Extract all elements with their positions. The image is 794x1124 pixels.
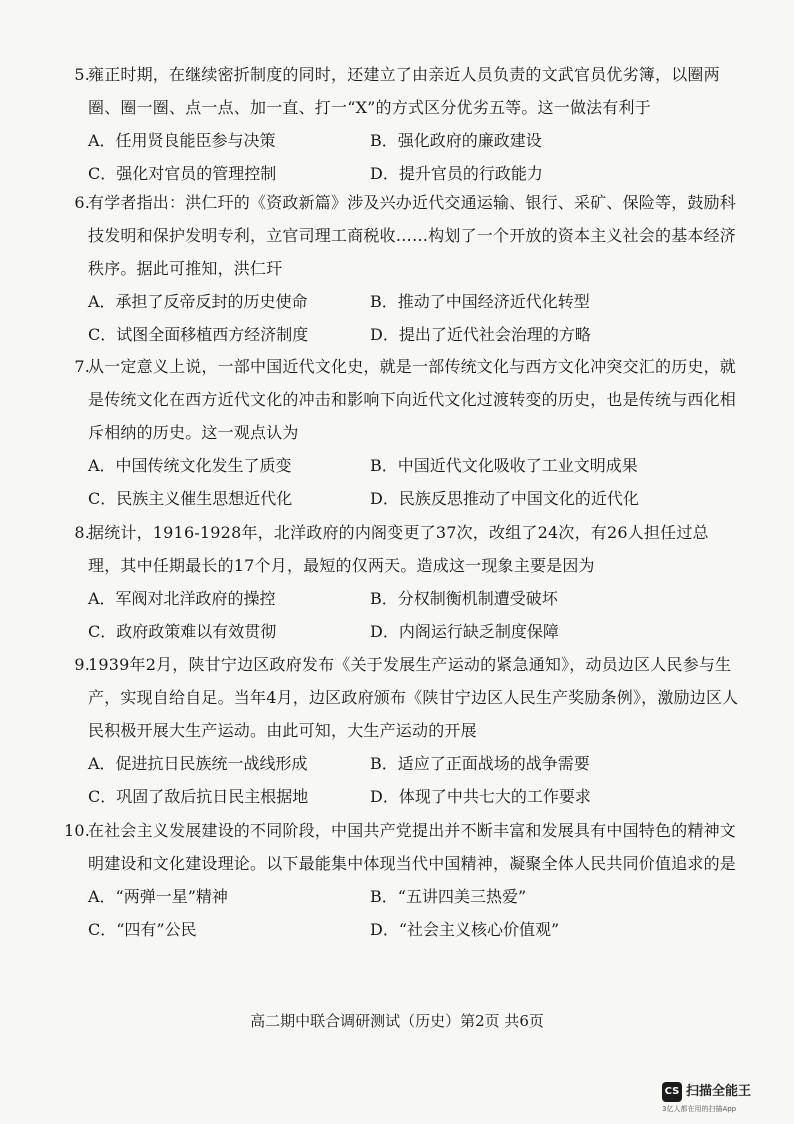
options: [60, 747, 740, 813]
question-5: [60, 58, 740, 190]
cs-logo-icon: CS: [662, 1082, 682, 1102]
options: [60, 124, 740, 190]
options: [60, 449, 740, 515]
scanner-watermark: [662, 1080, 780, 1118]
option-b: B．推动了中国经济近代化转型: [370, 292, 590, 311]
question-number: 7.: [74, 357, 90, 376]
question-stem: 在社会主义发展建设的不同阶段，中国共产党提出并不断丰富和发展具有中国特色的精神文明建设和文化建设理论。以下最能集中体现当代中国精神，凝聚全体人民共同价值追求的是: [88, 821, 737, 873]
options: [60, 582, 740, 648]
question-stem: 从一定意义上说，一部中国近代文化史，就是一部传统文化与西方文化冲突交汇的历史，就是传统文化在西方近代文化的冲击和影响下向近代文化过渡转变的历史，也是传统与西化相斥相纳的历史。这一观点认为: [88, 357, 737, 442]
options: [60, 285, 740, 351]
option-d: D．“社会主义核心价值观”: [370, 920, 560, 939]
question-stem: 据统计，1916-1928年，北洋政府的内阁变更了37次，改组了24次，有26人担任过总理，其中任期最长的17个月，最短的仅两天。造成这一现象主要是因为: [88, 523, 709, 575]
option-a: A．任用贤良能臣参与决策: [88, 131, 276, 150]
question-9: [60, 648, 740, 813]
question-number: 5.: [74, 65, 90, 84]
option-d: D．内阁运行缺乏制度保障: [370, 622, 559, 641]
option-a: A．军阀对北洋政府的操控: [88, 589, 276, 608]
options: [60, 880, 740, 946]
option-b: B．强化政府的廉政建设: [370, 131, 542, 150]
option-a: A．“两弹一星”精神: [88, 887, 228, 906]
option-b: B．适应了正面战场的战争需要: [370, 754, 590, 773]
option-a: A．承担了反帝反封的历史使命: [88, 292, 308, 311]
watermark-name: 扫描全能王: [686, 1084, 752, 1099]
question-number: 6.: [74, 193, 90, 212]
option-c: C．“四有”公民: [88, 920, 197, 939]
option-c: C．民族主义催生思想近代化: [88, 489, 293, 508]
question-stem: 雍正时期，在继续密折制度的同时，还建立了由亲近人员负责的文武官员优劣簿，以圈两圈、圈一圈、点一点、加一直、打一“X”的方式区分优劣五等。这一做法有利于: [88, 65, 720, 117]
option-a: A．促进抗日民族统一战线形成: [88, 754, 308, 773]
option-b: B．“五讲四美三热爱”: [370, 887, 527, 906]
option-c: C．强化对官员的管理控制: [88, 164, 277, 183]
question-number: 10.: [63, 821, 90, 840]
question-8: [60, 516, 740, 648]
question-7: [60, 350, 740, 515]
question-number: 8.: [74, 523, 90, 542]
question-stem: 1939年2月，陕甘宁边区政府发布《关于发展生产运动的紧急通知》，动员边区人民参与生产，实现自给自足。当年4月，边区政府颁布《陕甘宁边区人民生产奖励条例》，激励边区人民积极开展大生产运动。由此可知，大生产运动的开展: [88, 655, 739, 740]
watermark-subtitle: 3亿人都在用的扫描App: [662, 1105, 737, 1113]
question-stem: 有学者指出：洪仁玕的《资政新篇》涉及兴办近代交通运输、银行、采矿、保险等，鼓励科技发明和保护发明专利，立官司理工商税收……构划了一个开放的资本主义社会的基本经济秩序。据此可推知，洪仁玕: [88, 193, 737, 278]
option-c: C．巩固了敌后抗日民主根据地: [88, 787, 309, 806]
option-d: D．民族反思推动了中国文化的近代化: [370, 489, 639, 508]
option-b: B．中国近代文化吸收了工业文明成果: [370, 456, 638, 475]
option-d: D．提升官员的行政能力: [370, 164, 543, 183]
option-d: D．体现了中共七大的工作要求: [370, 787, 591, 806]
option-a: A．中国传统文化发生了质变: [88, 456, 292, 475]
option-b: B．分权制衡机制遭受破坏: [370, 589, 558, 608]
question-6: [60, 186, 740, 351]
page-footer: 高二期中联合调研测试（历史）第2页 共6页: [250, 1012, 544, 1030]
question-10: [60, 814, 740, 946]
option-c: C．政府政策难以有效贯彻: [88, 622, 277, 641]
option-c: C．试图全面移植西方经济制度: [88, 325, 309, 344]
question-number: 9.: [74, 655, 90, 674]
option-d: D．提出了近代社会治理的方略: [370, 325, 591, 344]
